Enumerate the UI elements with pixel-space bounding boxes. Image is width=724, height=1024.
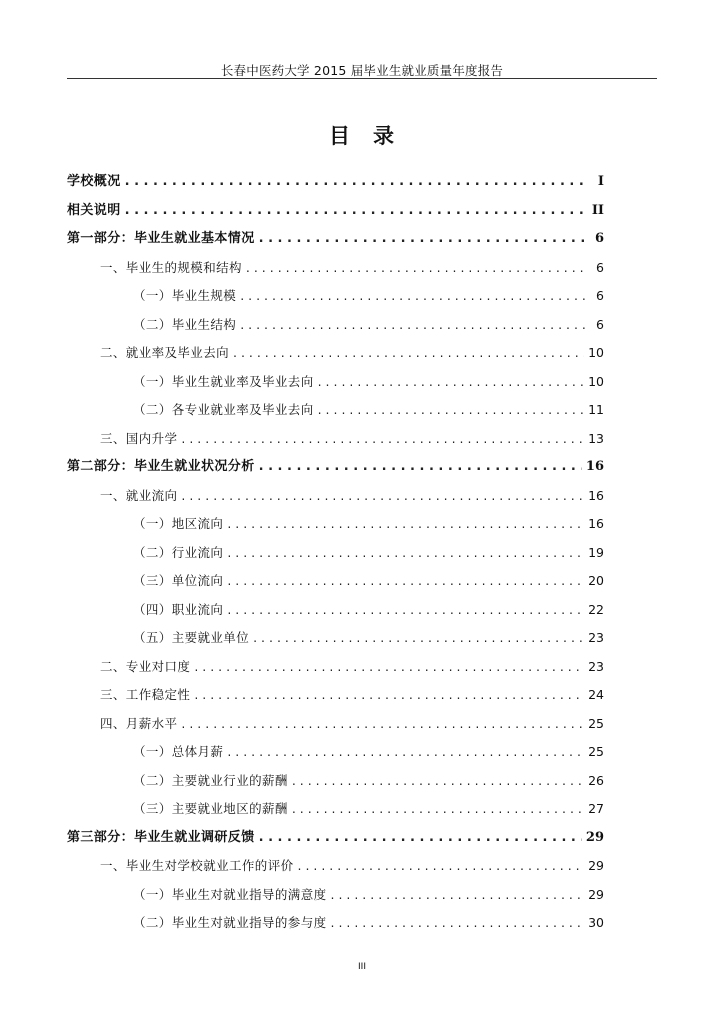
toc-entry-label: （二）各专业就业率及毕业去向 xyxy=(133,402,314,417)
toc-heading-first-char: 目 xyxy=(329,124,351,148)
toc-entry[interactable] xyxy=(67,254,604,283)
toc-entry[interactable] xyxy=(67,339,604,368)
toc-dot-leader xyxy=(227,539,584,568)
toc-entry-page-number: 6 xyxy=(596,288,604,303)
toc-heading xyxy=(0,120,724,150)
toc-entry-page-number: 27 xyxy=(588,801,604,816)
toc-dot-leader xyxy=(331,909,585,938)
toc-entry-label: 第二部分：毕业生就业状况分析 xyxy=(67,459,255,474)
toc-entry-label: 一、就业流向 xyxy=(100,487,178,503)
toc-entry-page-number: 16 xyxy=(588,516,604,531)
toc-dot-leader xyxy=(181,425,584,454)
toc-entry-page-number: 23 xyxy=(588,658,604,674)
toc-dot-leader xyxy=(298,852,585,881)
toc-entry[interactable] xyxy=(67,539,604,568)
toc-dot-leader xyxy=(240,311,588,340)
toc-entry-label: 第一部分：毕业生就业基本情况 xyxy=(67,231,255,246)
toc-entry-label: 二、就业率及毕业去向 xyxy=(100,345,230,360)
toc-entry[interactable] xyxy=(67,881,604,910)
toc-entry-label: 一、毕业生对学校就业工作的评价 xyxy=(100,858,294,873)
toc-dot-leader xyxy=(181,710,584,739)
toc-entry-label: （二）毕业生对就业指导的参与度 xyxy=(133,915,327,930)
running-header: 长春中医药大学 2015 届毕业生就业质量年度报告 xyxy=(220,63,504,78)
toc-dot-leader xyxy=(318,368,584,397)
toc-dot-leader xyxy=(125,197,588,226)
toc-entry-label: 三、工作稳定性 xyxy=(100,687,191,702)
toc-heading-second-char: 录 xyxy=(373,124,395,148)
toc-entry[interactable] xyxy=(67,767,604,796)
toc-entry[interactable] xyxy=(67,482,604,511)
toc-dot-leader xyxy=(318,396,584,425)
toc-entry[interactable] xyxy=(67,624,604,653)
toc-entry[interactable] xyxy=(67,425,604,454)
toc-entry-label: （三）单位流向 xyxy=(133,573,224,588)
toc-entry-label: （三）主要就业地区的薪酬 xyxy=(133,801,288,816)
toc-entry[interactable] xyxy=(67,852,604,881)
toc-entry-page-number: 30 xyxy=(588,915,604,930)
toc-entry-page-number: 25 xyxy=(588,715,604,731)
toc-entry-page-number: 29 xyxy=(588,858,604,873)
toc-entry[interactable] xyxy=(67,653,604,682)
toc-entry-page-number: 6 xyxy=(596,316,604,332)
toc-entry[interactable] xyxy=(67,795,604,824)
toc-entry[interactable] xyxy=(67,596,604,625)
toc-entry-label: （一）总体月薪 xyxy=(133,744,224,759)
toc-entry[interactable] xyxy=(67,909,604,938)
toc-dot-leader xyxy=(227,567,584,596)
toc-dot-leader xyxy=(194,653,584,682)
toc-entry-page-number: 25 xyxy=(588,744,604,759)
toc-entry-page-number: 29 xyxy=(585,829,604,845)
toc-entry-page-number: 16 xyxy=(588,487,604,503)
toc-dot-leader xyxy=(125,168,588,197)
toc-entry-page-number: 23 xyxy=(588,630,604,645)
toc-entry-label: （一）毕业生就业率及毕业去向 xyxy=(133,373,314,389)
toc-entry[interactable] xyxy=(67,311,604,340)
page-number: III xyxy=(358,962,366,972)
toc-entry-page-number: 16 xyxy=(585,459,604,474)
toc-entry-page-number: 20 xyxy=(588,573,604,588)
header-rule xyxy=(67,78,657,79)
toc-entry-label: 学校概况 xyxy=(67,174,121,189)
toc-entry[interactable] xyxy=(67,396,604,425)
toc-dot-leader xyxy=(253,624,584,653)
toc-entry[interactable] xyxy=(67,510,604,539)
toc-entry-page-number: 10 xyxy=(588,345,604,360)
toc-entry-label: （二）主要就业行业的薪酬 xyxy=(133,772,288,788)
toc-entry[interactable] xyxy=(67,567,604,596)
toc-entry[interactable] xyxy=(67,197,604,226)
toc-dot-leader xyxy=(259,453,582,482)
toc-entry-label: 相关说明 xyxy=(67,202,121,218)
toc-entry-label: （一）毕业生规模 xyxy=(133,288,237,303)
toc-dot-leader xyxy=(259,824,582,853)
toc-dot-leader xyxy=(259,225,588,254)
toc-entry-label: （五）主要就业单位 xyxy=(133,630,250,645)
toc-entry[interactable] xyxy=(67,225,604,254)
toc-entry-page-number: 13 xyxy=(588,430,604,446)
toc-dot-leader xyxy=(227,596,584,625)
toc-entry[interactable] xyxy=(67,824,604,853)
toc-entry-page-number: 29 xyxy=(588,886,604,902)
toc-entry-label: （一）毕业生对就业指导的满意度 xyxy=(133,886,327,902)
toc-entry-page-number: 6 xyxy=(594,231,604,246)
toc-entry-page-number: I xyxy=(597,174,604,189)
toc-entry-page-number: 6 xyxy=(596,259,604,275)
toc-dot-leader xyxy=(227,738,584,767)
table-of-contents xyxy=(67,168,604,938)
toc-dot-leader xyxy=(233,339,584,368)
toc-dot-leader xyxy=(181,482,584,511)
toc-dot-leader xyxy=(331,881,585,910)
toc-entry-label: （二）行业流向 xyxy=(133,544,224,560)
toc-entry-page-number: 11 xyxy=(588,402,604,417)
toc-entry-label: （四）职业流向 xyxy=(133,601,224,617)
toc-entry-label: （二）毕业生结构 xyxy=(133,316,237,332)
toc-dot-leader xyxy=(292,795,584,824)
toc-dot-leader xyxy=(292,767,584,796)
toc-entry-label: 二、专业对口度 xyxy=(100,658,191,674)
toc-entry[interactable] xyxy=(67,168,604,197)
toc-entry-label: 一、毕业生的规模和结构 xyxy=(100,259,242,275)
toc-entry-page-number: 26 xyxy=(588,772,604,788)
toc-entry[interactable] xyxy=(67,453,604,482)
toc-entry[interactable] xyxy=(67,282,604,311)
toc-dot-leader xyxy=(246,254,588,283)
toc-entry-label: （一）地区流向 xyxy=(133,516,224,531)
toc-dot-leader xyxy=(240,282,588,311)
toc-entry-page-number: 19 xyxy=(588,544,604,560)
toc-entry-label: 四、月薪水平 xyxy=(100,715,178,731)
toc-dot-leader xyxy=(194,681,584,710)
toc-entry[interactable] xyxy=(67,710,604,739)
toc-entry-page-number: 22 xyxy=(588,601,604,617)
toc-entry[interactable] xyxy=(67,738,604,767)
toc-entry-page-number: 24 xyxy=(588,687,604,702)
toc-entry-label: 第三部分：毕业生就业调研反馈 xyxy=(67,829,255,845)
toc-entry[interactable] xyxy=(67,368,604,397)
toc-entry[interactable] xyxy=(67,681,604,710)
toc-dot-leader xyxy=(227,510,584,539)
toc-entry-label: 三、国内升学 xyxy=(100,430,178,446)
toc-entry-page-number: II xyxy=(591,202,604,218)
toc-entry-page-number: 10 xyxy=(588,373,604,389)
